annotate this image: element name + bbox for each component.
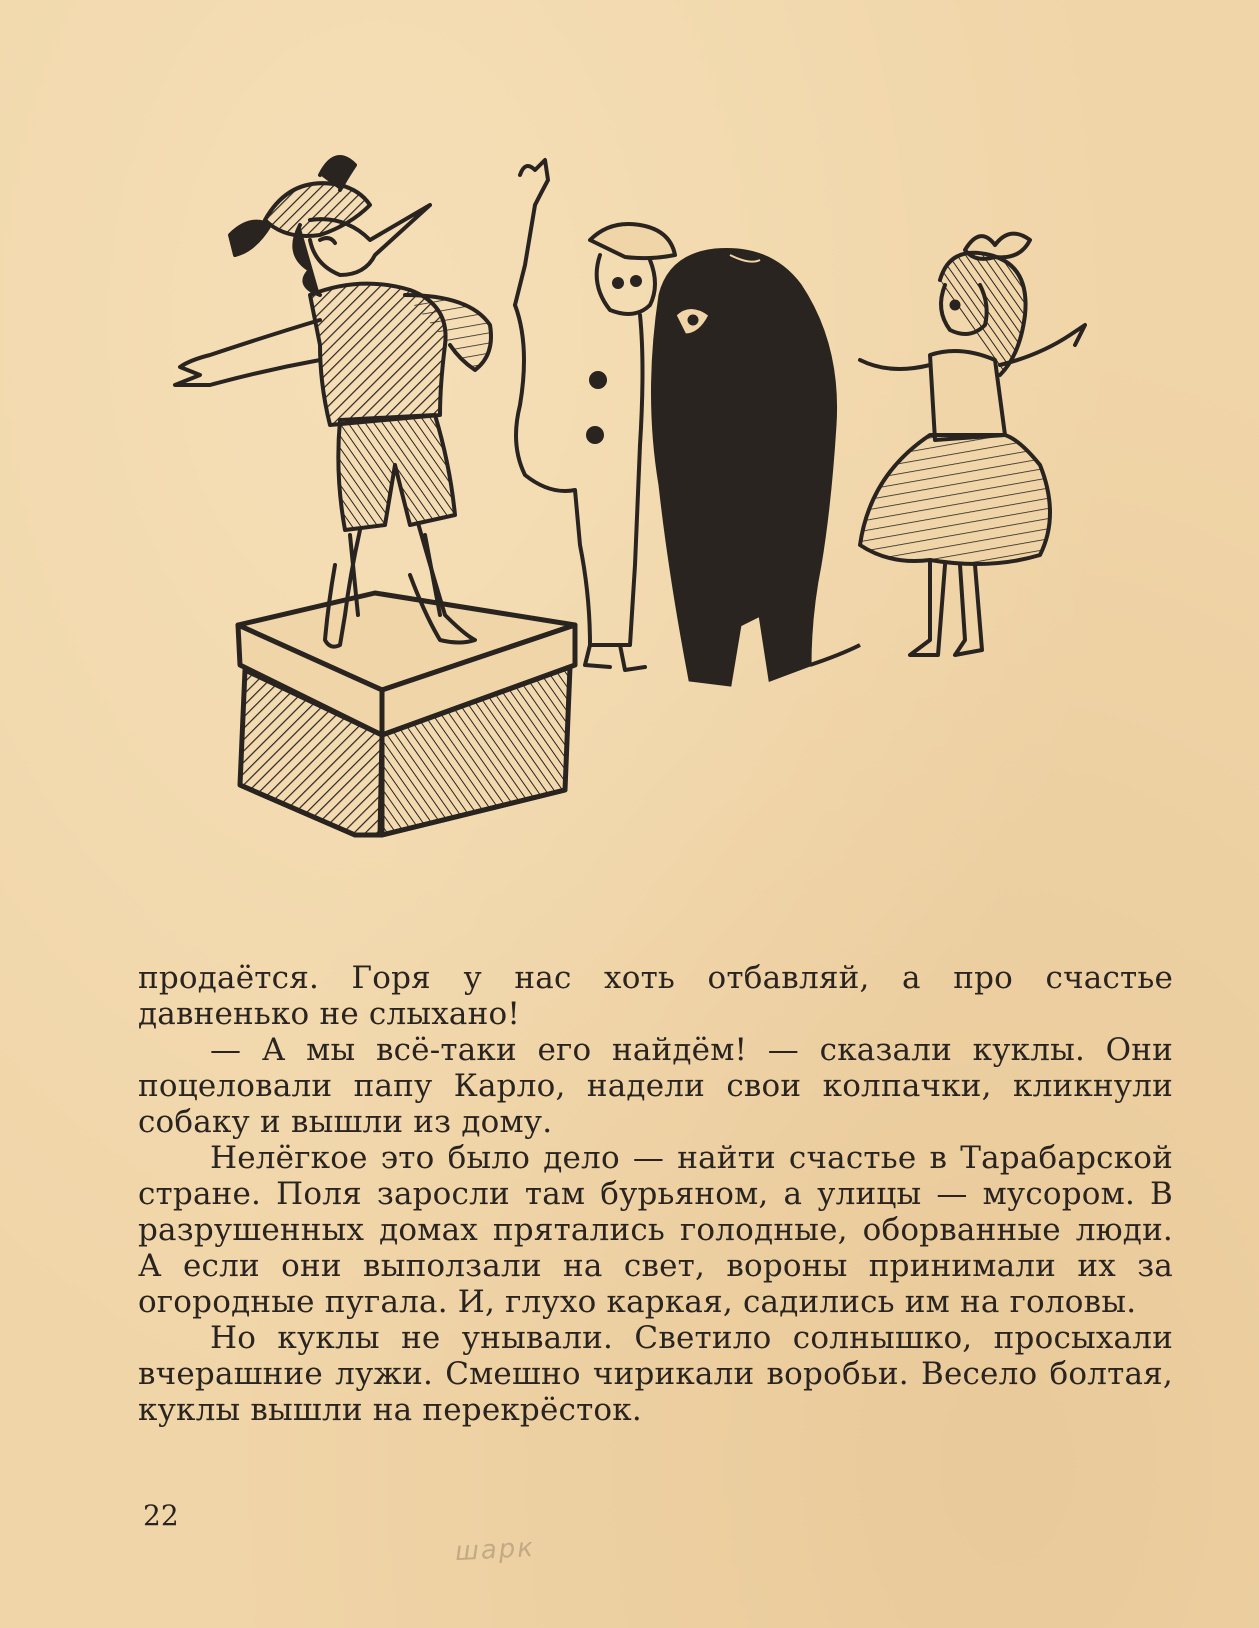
body-text	[138, 960, 1173, 1428]
paragraph-3: Нелёгкое это было дело — найти счастье в Тарабарской стране. Поля заросли там бурьяном, а улицы — мусором. В разрушенных домах прятались голодные, оборванные люди. А если они выползали на свет, вороны принимали их за огородные пугала. И, глухо каркая, садились им на головы.	[138, 1140, 1173, 1320]
pencil-note: шарк	[454, 1532, 536, 1568]
paragraph-2: — А мы всё-таки его найдём! — сказали куклы. Они поцеловали папу Карло, надели свои колпачки, кликнули собаку и вышли из дому.	[138, 1032, 1173, 1140]
pinocchio-drawing	[175, 157, 491, 647]
pierrot-drawing	[515, 160, 675, 670]
illustration-dolls	[170, 145, 1130, 875]
artemon-dog-drawing	[653, 249, 861, 685]
paragraph-4: Но куклы не унывали. Светило солнышко, просыхали вчерашние лужи. Смешно чирикали воробьи. Весело болтая, куклы вышли на перекрёсток.	[138, 1320, 1173, 1428]
box-drawing	[238, 593, 575, 835]
paragraph-1: продаётся. Горя у нас хоть отбавляй, а про счастье давненько не слыхано!	[138, 960, 1173, 1032]
page-number: 22	[143, 1499, 179, 1532]
malvina-drawing	[860, 234, 1085, 655]
